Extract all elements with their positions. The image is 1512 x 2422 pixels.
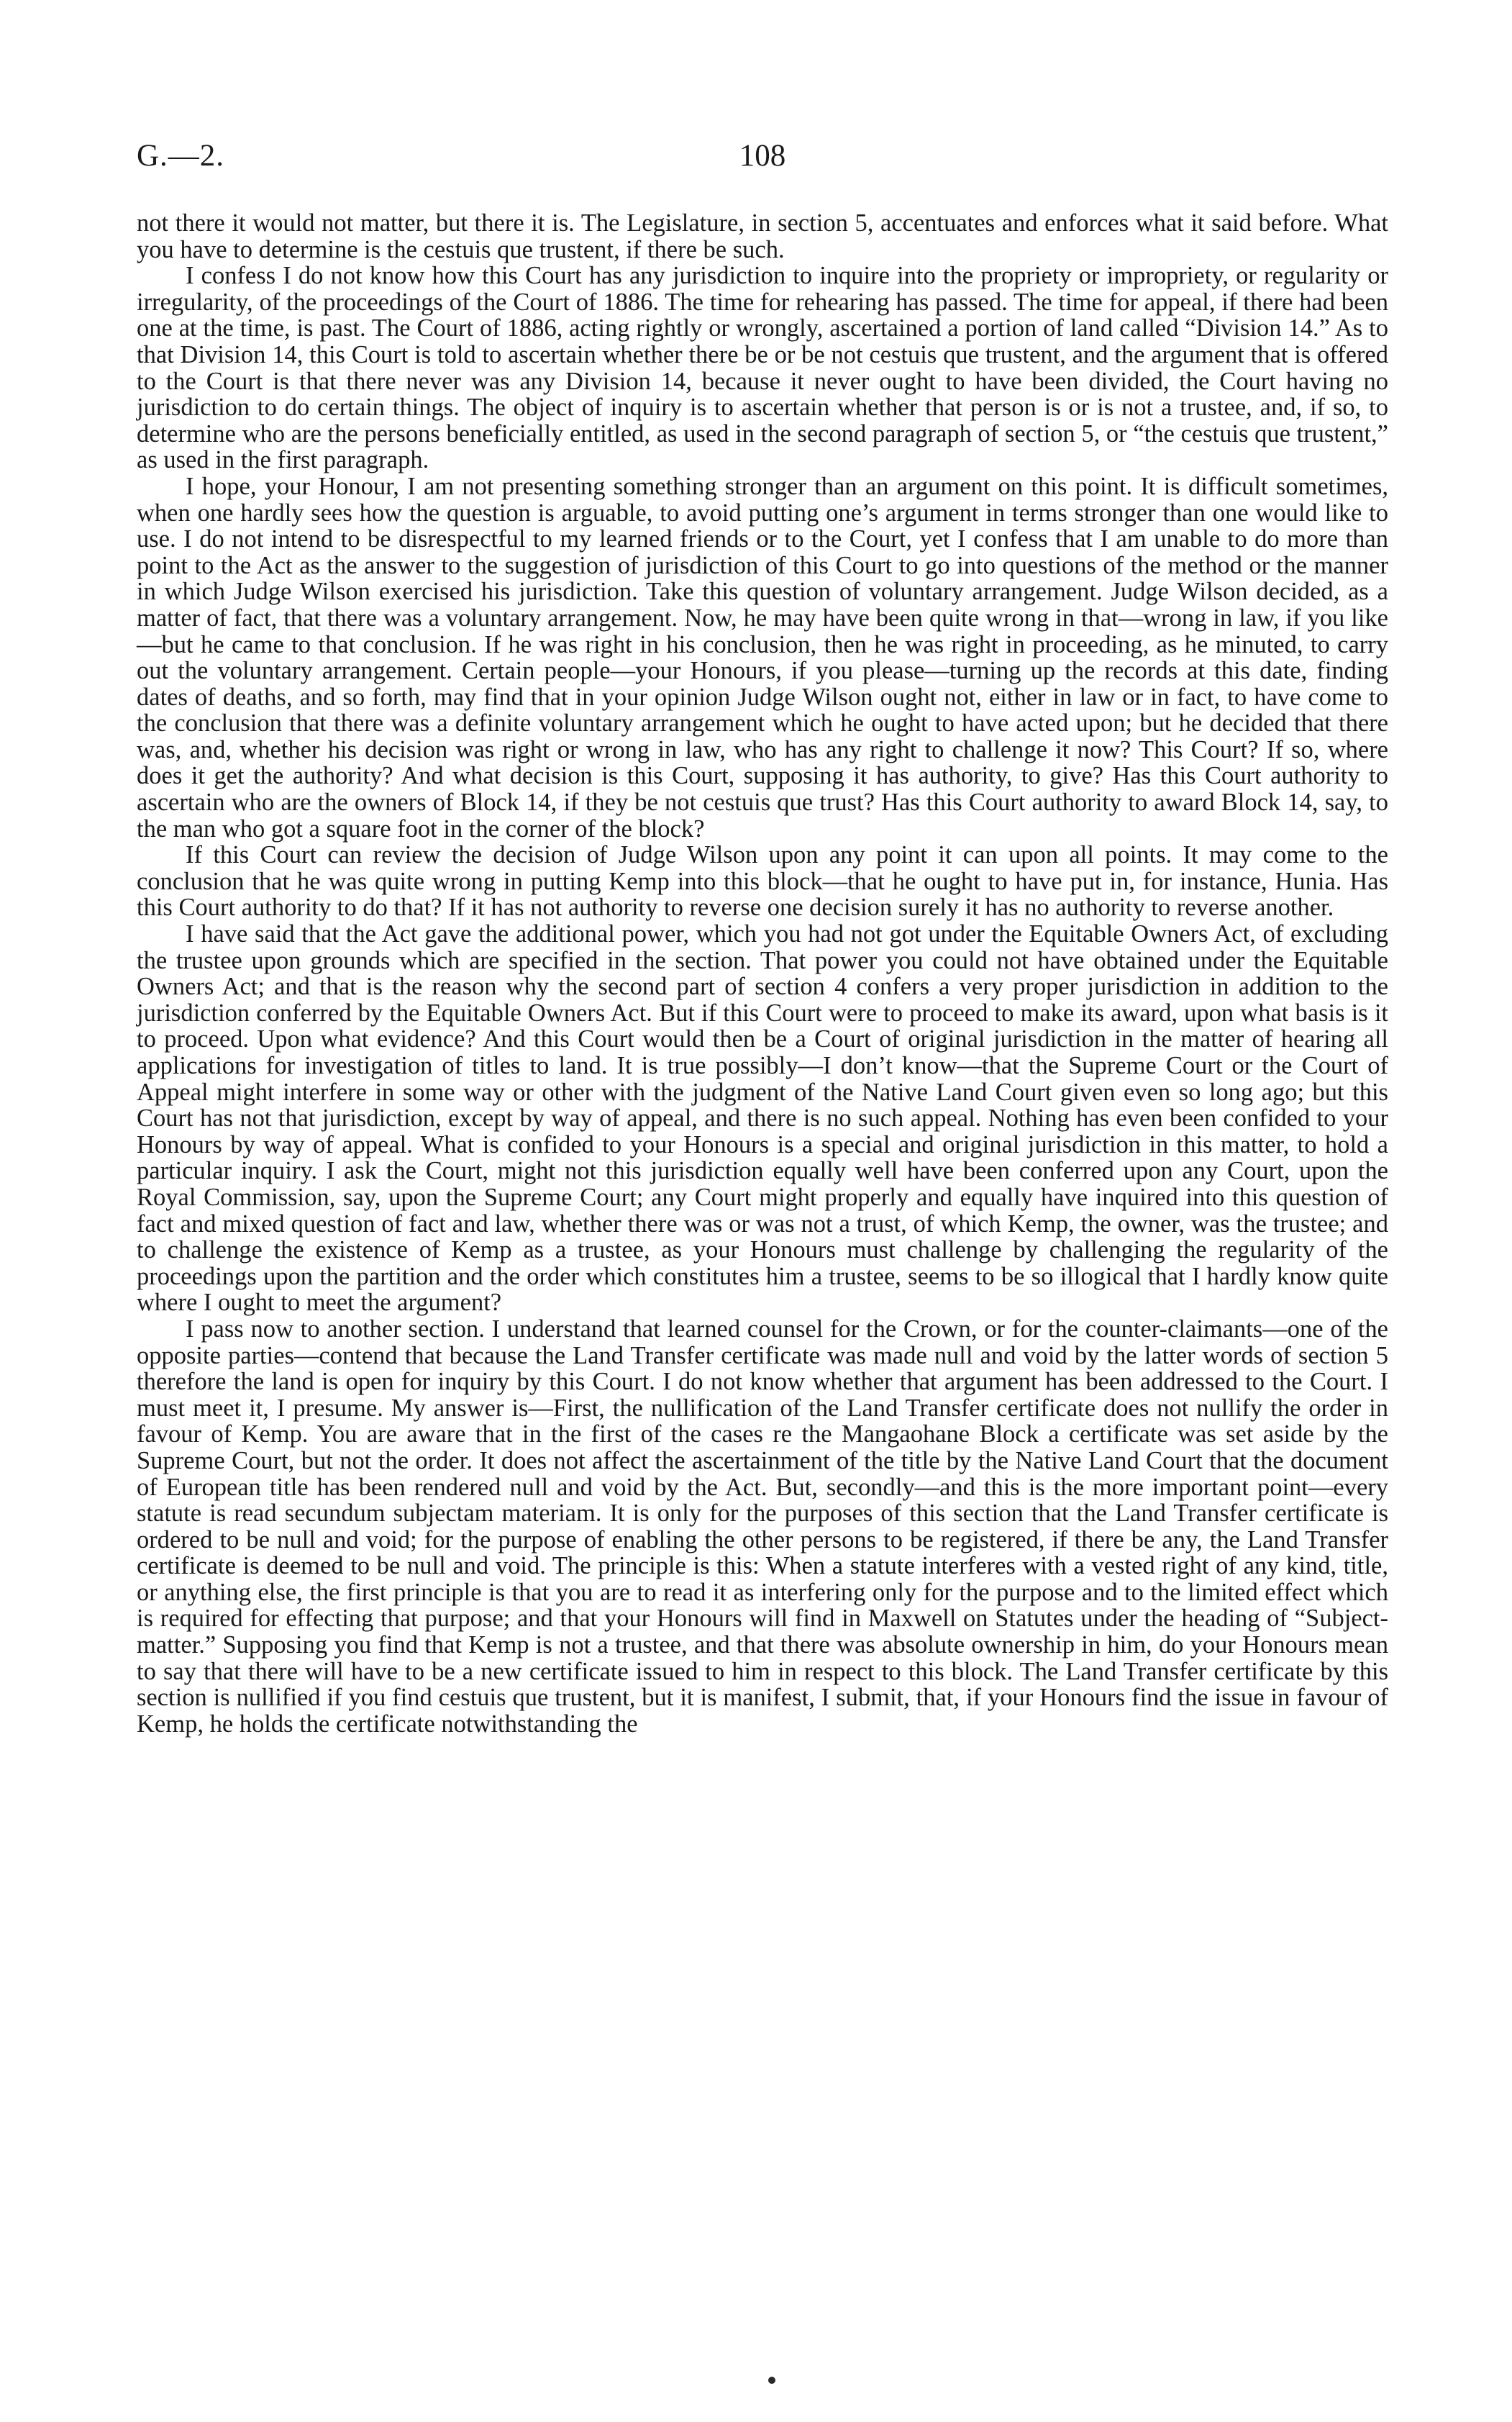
paragraph: I confess I do not know how this Court has any jurisdiction to inquire into the propriety or impropriety, or regularity or irregularity, of the proceedings of the Court of 1886. The time for rehearing has passed. The time for appeal, if there had been one at the time, is past. The Court of 1886, acting rightly or wrongly, ascertained a portion of land called “Division 14.” As to that Division 14, this Court is told to ascertain whether there be or be not cestuis que trustent, and the argument that is offered to the Court is that there never was any Division 14, because it never ought to have been divided, the Court having no jurisdiction to do certain things. The object of inquiry is to ascertain whether that person is or is not a trustee, and, if so, to determine who are the persons beneficially entitled, as used in the second paragraph of section 5, or “the cestuis que trustent,” as used in the first paragraph.	[137, 262, 1388, 474]
document-reference: G.—2.	[137, 139, 225, 173]
page-header	[137, 138, 1388, 181]
paragraph: I have said that the Act gave the additional power, which you had not got under the Equitable Owners Act, of excluding the trustee upon grounds which are specified in the section. That power you could not have obtained under the Equitable Owners Act; and that is the reason why the second part of section 4 confers a very proper jurisdiction in addition to the jurisdiction conferred by the Equitable Owners Act. But if this Court were to proceed to make its award, upon what basis is it to proceed. Upon what evidence? And this Court would then be a Court of original jurisdiction in the matter of hearing all applications for investigation of titles to land. It is true possibly—I don’t know—that the Supreme Court or the Court of Appeal might interfere in some way or other with the judgment of the Native Land Court given even so long ago; but this Court has not that jurisdiction, except by way of appeal, and there is no such appeal. Nothing has even been confided to your Honours by way of appeal. What is confided to your Honours is a special and original jurisdiction in this matter, to hold a particular inquiry. I ask the Court, might not this jurisdiction equally well have been conferred upon any Court, upon the Royal Commission, say, upon the Supreme Court; any Court might properly and equally have inquired into this question of fact and mixed question of fact and law, whether there was or was not a trust, of which Kemp, the owner, was the trustee; and to challenge the existence of Kemp as a trustee, as your Honours must challenge by challenging the regularity of the proceedings upon the partition and the order which constitutes him a trustee, seems to be so illogical that I hardly know quite where I ought to meet the argument?	[137, 920, 1388, 1317]
paragraph: not there it would not matter, but there it is. The Legislature, in section 5, accentuates and enforces what it said before. What you have to determine is the cestuis que trustent, if there be such.	[137, 209, 1388, 263]
page-number: 108	[739, 139, 786, 173]
paragraph: I hope, your Honour, I am not presenting something stronger than an argument on this point. It is difficult sometimes, when one hardly sees how the question is arguable, to avoid putting one’s argument in terms stronger than one would like to use. I do not intend to be disrespectful to my learned friends or to the Court, yet I confess that I am unable to do more than point to the Act as the answer to the suggestion of jurisdiction of this Court to go into questions of the method or the manner in which Judge Wilson exercised his jurisdiction. Take this question of voluntary arrangement. Judge Wilson decided, as a matter of fact, that there was a voluntary arrangement. Now, he may have been quite wrong in that—wrong in law, if you like—but he came to that conclusion. If he was right in his conclusion, then he was right in proceeding, as he minuted, to carry out the voluntary arrangement. Certain people—your Honours, if you please—turning up the records at this date, finding dates of deaths, and so forth, may find that in your opinion Judge Wilson ought not, either in law or in fact, to have come to the conclusion that there was a definite voluntary arrangement which he ought to have acted upon; but he decided that there was, and, whether his decision was right or wrong in law, who has any right to challenge it now? This Court? If so, where does it get the authority? And what decision is this Court, supposing it has authority, to give? Has this Court authority to ascertain who are the owners of Block 14, if they be not cestuis que trust? Has this Court authority to award Block 14, say, to the man who got a square foot in the corner of the block?	[137, 472, 1388, 843]
footer-dot-mark	[768, 2377, 775, 2384]
paragraph: If this Court can review the decision of Judge Wilson upon any point it can upon all points. It may come to the conclusion that he was quite wrong in putting Kemp into this block—that he ought to have put in, for instance, Hunia. Has this Court authority to do that? If it has not authority to reverse one decision surely it has no authority to reverse another.	[137, 841, 1388, 922]
body-text	[137, 210, 1388, 1737]
paragraph: I pass now to another section. I understand that learned counsel for the Crown, or for the counter-claimants—one of the opposite parties—contend that because the Land Transfer certificate was made null and void by the latter words of section 5 therefore the land is open for inquiry by this Court. I do not know whether that argument has been addressed to the Court. I must meet it, I presume. My answer is—First, the nullification of the Land Transfer certificate does not nullify the order in favour of Kemp. You are aware that in the first of the cases re the Mangaohane Block a certificate was set aside by the Supreme Court, but not the order. It does not affect the ascertainment of the title by the Native Land Court that the document of European title has been rendered null and void by the Act. But, secondly—and this is the more important point—every statute is read secundum subjectam materiam. It is only for the purposes of this section that the Land Transfer certificate is ordered to be null and void; for the purpose of enabling the other persons to be registered, if there be any, the Land Transfer certificate is deemed to be null and void. The principle is this: When a statute interferes with a vested right of any kind, title, or anything else, the first principle is that you are to read it as interfering only for the purpose and to the limited effect which is required for effecting that purpose; and that your Honours will find in Maxwell on Statutes under the heading of “Subject-matter.” Supposing you find that Kemp is not a trustee, and that there was absolute ownership in him, do your Honours mean to say that there will have to be a new certificate issued to him in respect to this block. The Land Transfer certificate by this section is nullified if you find cestuis que trustent, but it is manifest, I submit, that, if your Honours find the issue in favour of Kemp, he holds the certificate notwithstanding the	[137, 1315, 1388, 1738]
